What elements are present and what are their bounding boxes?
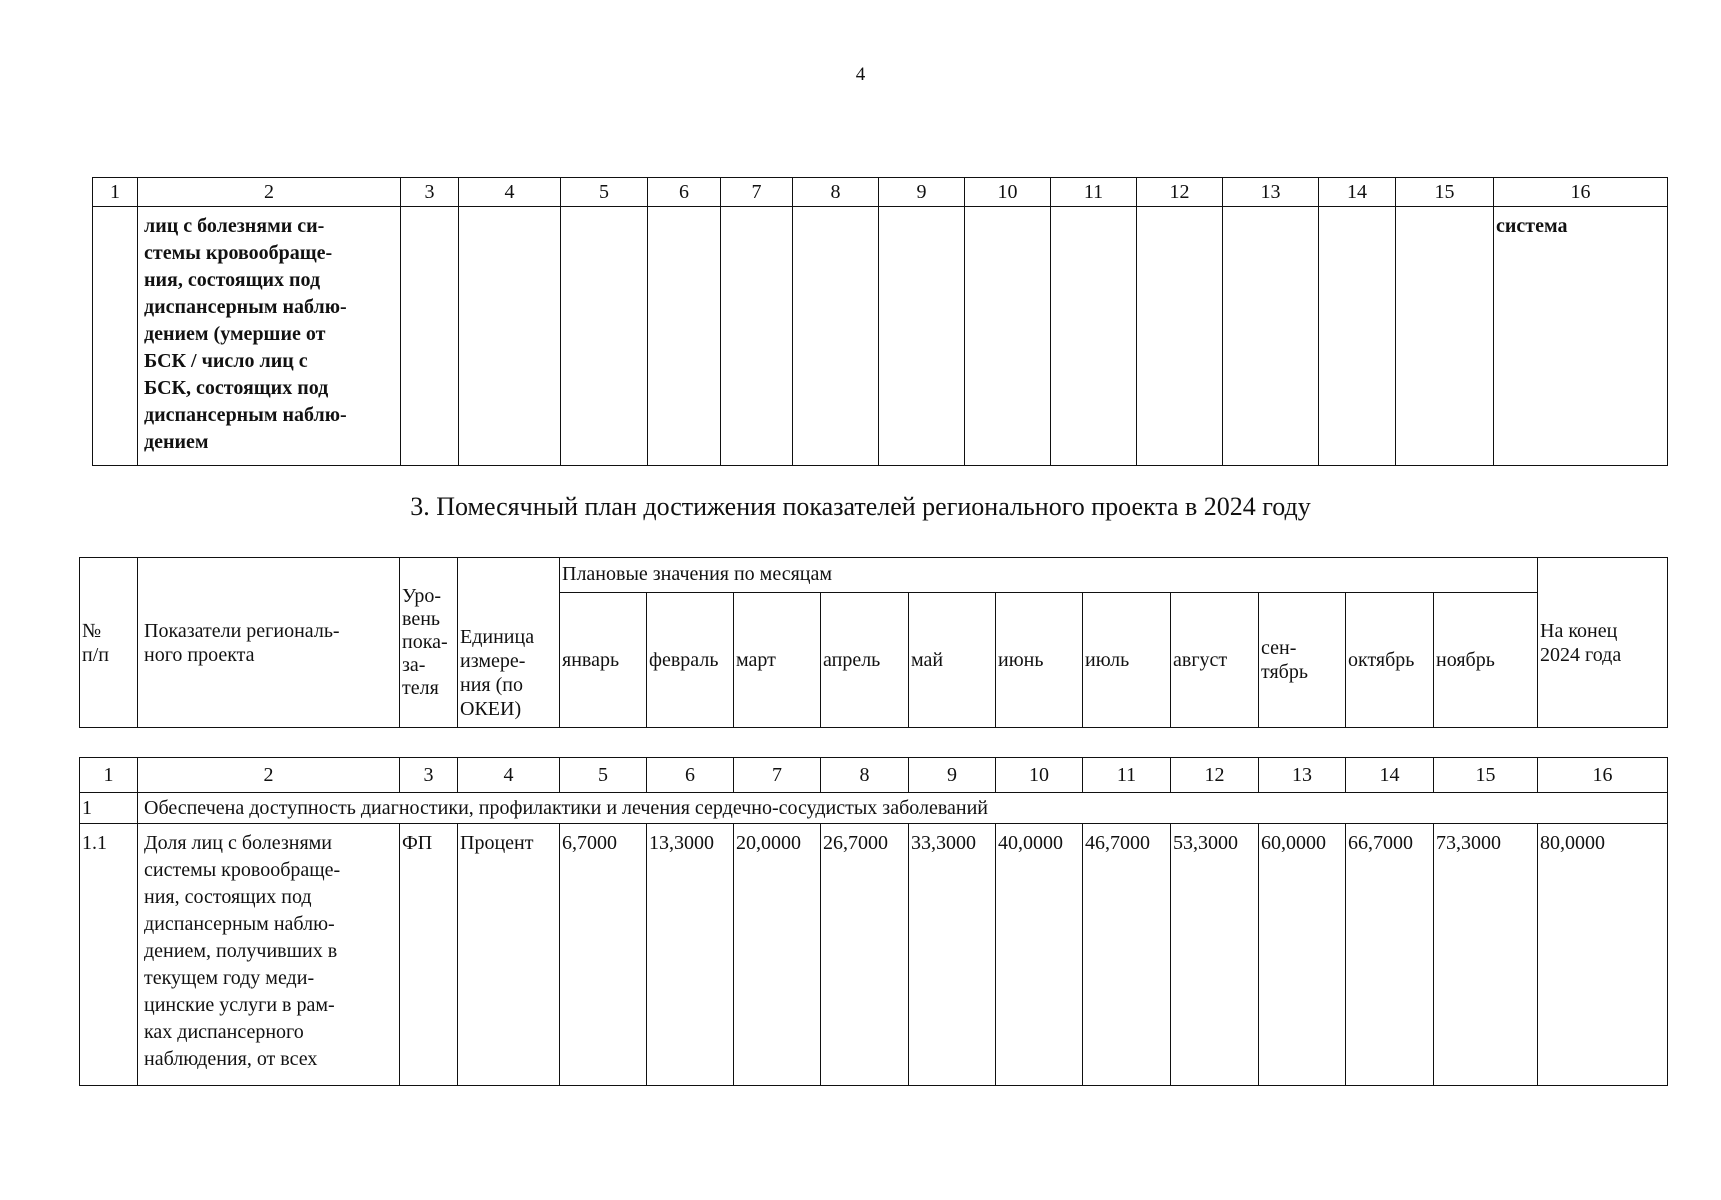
month-value: 60,0000: [1259, 824, 1346, 1086]
col-number: 5: [560, 758, 647, 793]
month-header: сен- тябрь: [1259, 593, 1346, 728]
table-cell: [93, 207, 138, 466]
indicator-row: [80, 824, 1668, 1086]
col-number: 3: [401, 178, 459, 207]
col-number: 13: [1259, 758, 1346, 793]
table-cell: [965, 207, 1051, 466]
indicator-number: 1.1: [80, 824, 138, 1086]
col-number: 10: [996, 758, 1083, 793]
goal-text: Обеспечена доступность диагностики, профилактики и лечения сердечно-сосудистых заболеваний: [138, 793, 1668, 824]
col-number: 14: [1319, 178, 1396, 207]
indicator-text-cell: лиц с болезнями си- стемы кровообраще- ния, состоящих под диспансерным наблю- дением (умершие от БСК / число лиц с БСК, состоящих под диспансерным наблю- дением: [138, 207, 401, 466]
indicators-continuation-table: [92, 177, 1668, 466]
col16-text-cell: система: [1494, 207, 1668, 466]
indicator-unit: Процент: [458, 824, 560, 1086]
month-value: 13,3000: [647, 824, 734, 1086]
col-number: 15: [1396, 178, 1494, 207]
monthly-plan-data-table: [79, 757, 1668, 1086]
month-header: май: [909, 593, 996, 728]
month-header: июнь: [996, 593, 1083, 728]
col-number: 11: [1051, 178, 1137, 207]
goal-row: [80, 793, 1668, 824]
col-number: 8: [793, 178, 879, 207]
col-number: 13: [1223, 178, 1319, 207]
column-number-row: [80, 758, 1668, 793]
month-value: 46,7000: [1083, 824, 1171, 1086]
col-number: 6: [647, 758, 734, 793]
header-col-level: Уро- вень пока- за- теля: [400, 558, 458, 728]
header-plan-label: Плановые значения по месяцам: [560, 558, 1538, 593]
header-col-end: На конец 2024 года: [1538, 558, 1668, 728]
month-value: 26,7000: [821, 824, 909, 1086]
table-cell: [1396, 207, 1494, 466]
header-row: [80, 558, 1668, 593]
col-number: 4: [458, 758, 560, 793]
col-number: 5: [561, 178, 648, 207]
column-number-row: [93, 178, 1668, 207]
page-number: 4: [855, 64, 866, 85]
section-title: 3. Помесячный план достижения показателей регионального проекта в 2024 году: [410, 492, 1311, 521]
indicator-level: ФП: [400, 824, 458, 1086]
table-cell: [879, 207, 965, 466]
month-value: 6,7000: [560, 824, 647, 1086]
header-col-unit: Единица измере- ния (по ОКЕИ): [458, 558, 560, 728]
col-number: 7: [734, 758, 821, 793]
col-number: 8: [821, 758, 909, 793]
table-cell: [1137, 207, 1223, 466]
table-cell: [1223, 207, 1319, 466]
col-number: 12: [1137, 178, 1223, 207]
month-value: 66,7000: [1346, 824, 1434, 1086]
col-number: 2: [138, 758, 400, 793]
col-number: 9: [909, 758, 996, 793]
table-cell: [401, 207, 459, 466]
header-col-indicators: Показатели региональ- ного проекта: [138, 558, 400, 728]
col-number: 11: [1083, 758, 1171, 793]
month-header: июль: [1083, 593, 1171, 728]
table-row: [93, 207, 1668, 466]
goal-number: 1: [80, 793, 138, 824]
month-header: январь: [560, 593, 647, 728]
month-value: 20,0000: [734, 824, 821, 1086]
month-header: февраль: [647, 593, 734, 728]
table-cell: [561, 207, 648, 466]
month-header: март: [734, 593, 821, 728]
table-cell: [648, 207, 721, 466]
month-value: 53,3000: [1171, 824, 1259, 1086]
table-cell: [1319, 207, 1396, 466]
table-cell: [721, 207, 793, 466]
col-number: 12: [1171, 758, 1259, 793]
month-header: ноябрь: [1434, 593, 1538, 728]
table-cell: [793, 207, 879, 466]
col-number: 1: [93, 178, 138, 207]
col-number: 16: [1538, 758, 1668, 793]
col-number: 2: [138, 178, 401, 207]
col-number: 10: [965, 178, 1051, 207]
table-cell: [1051, 207, 1137, 466]
month-header: апрель: [821, 593, 909, 728]
monthly-plan-header-table: [79, 557, 1668, 728]
col-number: 16: [1494, 178, 1668, 207]
month-value: 73,3000: [1434, 824, 1538, 1086]
col-number: 14: [1346, 758, 1434, 793]
month-value: 33,3000: [909, 824, 996, 1086]
col-number: 4: [459, 178, 561, 207]
col-number: 15: [1434, 758, 1538, 793]
month-value: 40,0000: [996, 824, 1083, 1086]
col-number: 3: [400, 758, 458, 793]
month-header: октябрь: [1346, 593, 1434, 728]
col-number: 7: [721, 178, 793, 207]
indicator-name: Доля лиц с болезнями системы кровообраще- ния, состоящих под диспансерным наблю- дением, получивших в текущем году меди- цинские услуги в рам- ках диспансерного наблюдения, от всех: [138, 824, 400, 1086]
table-cell: [459, 207, 561, 466]
col-number: 6: [648, 178, 721, 207]
header-col-no: № п/п: [80, 558, 138, 728]
month-header: август: [1171, 593, 1259, 728]
end-of-year-value: 80,0000: [1538, 824, 1668, 1086]
col-number: 1: [80, 758, 138, 793]
col-number: 9: [879, 178, 965, 207]
